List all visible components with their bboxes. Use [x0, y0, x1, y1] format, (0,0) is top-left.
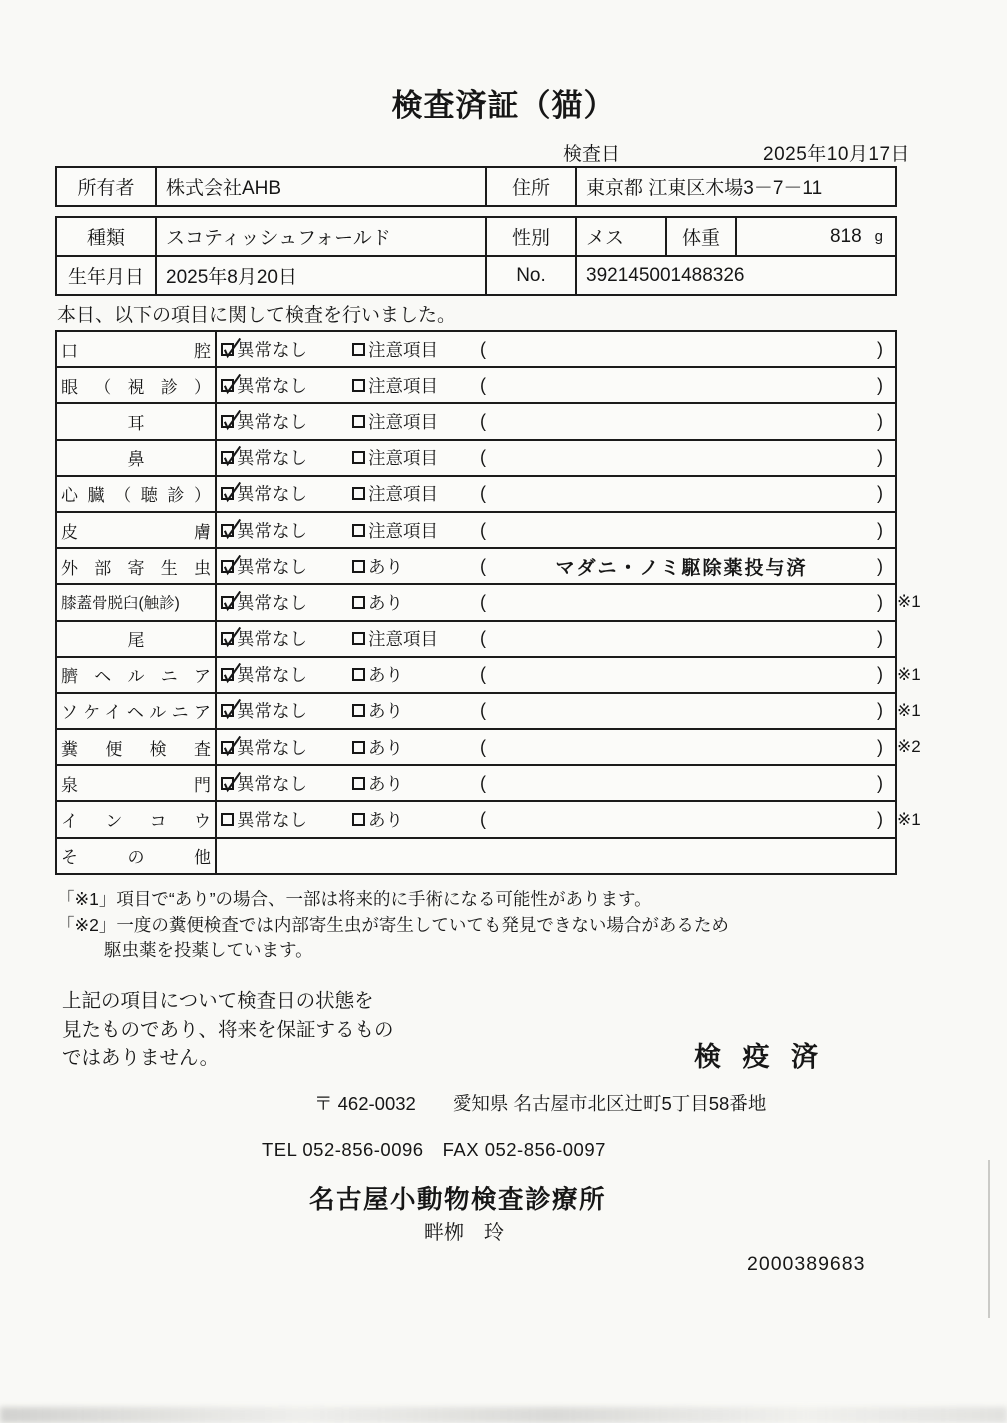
alt-option-label: 注意項目: [368, 375, 438, 396]
checkbox-normal: [221, 379, 234, 392]
paren-open: (: [480, 591, 486, 612]
exam-item-label: 眼（視診）: [57, 368, 217, 402]
checkbox-normal: [221, 632, 234, 645]
exam-row: [57, 656, 921, 692]
exam-row: [57, 439, 895, 475]
paren-close: ): [877, 736, 883, 757]
exam-row: [57, 728, 921, 764]
paren-close: ): [877, 772, 883, 793]
normal-option-label: 異常なし: [237, 592, 307, 613]
alt-option: [352, 554, 480, 579]
normal-option: [217, 373, 352, 398]
paren-close: ): [877, 338, 883, 359]
normal-option-label: 異常なし: [237, 484, 307, 505]
paren-close: ): [877, 809, 883, 830]
inspection-date-value: 2025年10月17日: [763, 144, 911, 165]
checkbox-alt: [352, 813, 365, 826]
exam-row-content: [217, 585, 895, 619]
paren-close: ): [877, 628, 883, 649]
checkbox-normal: [221, 596, 234, 609]
exam-item-label: 膝蓋骨脱臼(触診): [57, 585, 217, 619]
alt-option-label: あり: [368, 701, 403, 722]
checkbox-alt: [352, 668, 365, 681]
footnote-2: 「※2」一度の糞便検査では内部寄生虫が寄生していても発見できない場合があるため: [57, 915, 729, 935]
row-note: ※2: [897, 737, 921, 757]
alt-option: [352, 662, 480, 687]
owner-row: [57, 168, 895, 205]
paren-close: ): [877, 519, 883, 540]
sex-value: メス: [577, 218, 667, 255]
exam-row: [57, 764, 895, 800]
exam-item-label: 口腔: [57, 332, 217, 366]
alt-option: [352, 518, 480, 543]
paren-open: (: [480, 736, 486, 757]
exam-row-content: [217, 658, 895, 692]
exam-row-content: [217, 730, 895, 764]
checkbox-alt: [352, 343, 365, 356]
checkbox-alt: [352, 596, 365, 609]
paren-close: ): [877, 483, 883, 504]
paren-open: (: [480, 447, 486, 468]
checkbox-alt: [352, 415, 365, 428]
checkbox-normal: [221, 451, 234, 464]
exam-row: [57, 475, 895, 511]
exam-row: [57, 332, 895, 366]
normal-option-label: 異常なし: [237, 701, 307, 722]
normal-option-label: 異常なし: [237, 665, 307, 686]
weight-label: 体重: [667, 218, 737, 255]
clinic-tel-fax: TEL 052-856-0096 FAX 052-856-0097: [262, 1139, 606, 1160]
owner-value: 株式会社AHB: [157, 168, 487, 205]
normal-option-label: 異常なし: [237, 556, 307, 577]
paren-open: (: [480, 628, 486, 649]
breed-value: スコティッシュフォールド: [157, 218, 487, 255]
alt-option-label: 注意項目: [368, 520, 438, 541]
exam-row: [57, 366, 895, 402]
exam-row-content: [217, 549, 895, 583]
paren-content: マダニ・ノミ駆除薬投与済: [555, 557, 808, 579]
exam-row-content: [217, 766, 895, 800]
scan-artifact-line: [988, 1160, 990, 1318]
normal-option-label: 異常なし: [237, 810, 307, 831]
paren-open: (: [480, 555, 486, 576]
normal-option-label: 異常なし: [237, 448, 307, 469]
checkbox-normal: [221, 813, 234, 826]
paren-close: ): [877, 374, 883, 395]
checkbox-alt: [352, 451, 365, 464]
alt-option-label: 注意項目: [368, 448, 438, 469]
pet-row-2: [57, 255, 895, 294]
checkbox-alt: [352, 487, 365, 500]
id-number-value: 392145001488326: [586, 264, 745, 286]
alt-option: [352, 771, 480, 796]
clinic-address: 〒 462-0032 愛知県 名古屋市北区辻町5丁目58番地: [314, 1093, 767, 1114]
normal-option: [217, 807, 352, 832]
owner-table: [55, 166, 897, 207]
disclaimer-line-3: ではありません。: [62, 1047, 220, 1069]
weight-unit: g: [874, 228, 883, 245]
scan-artifact-smudge: [0, 1407, 1007, 1423]
pet-row-1: [57, 218, 895, 255]
paren-open: (: [480, 338, 486, 359]
exam-item-label: 糞便検査: [57, 730, 217, 764]
exam-row: [57, 800, 921, 836]
normal-option: [217, 771, 352, 796]
disclaimer-line-1: 上記の項目について検査日の状態を: [62, 990, 374, 1012]
exam-row-content: [217, 477, 895, 511]
normal-option: [217, 698, 352, 723]
normal-option-label: 異常なし: [237, 773, 307, 794]
exam-row: [57, 511, 895, 547]
serial-number: 2000389683: [747, 1253, 866, 1275]
checkbox-normal: [221, 343, 234, 356]
checkbox-normal: [221, 415, 234, 428]
paren-open: (: [480, 700, 486, 721]
alt-option: [352, 481, 480, 506]
exam-table: [55, 330, 921, 875]
exam-item-label: 皮膚: [57, 513, 217, 547]
normal-option: [217, 626, 352, 651]
exam-row-content: [217, 694, 895, 728]
paren-open: (: [480, 410, 486, 431]
exam-row: [57, 402, 895, 438]
alt-option-label: あり: [368, 737, 403, 758]
alt-option-label: 注意項目: [368, 339, 438, 360]
paren-open: (: [480, 374, 486, 395]
checkbox-alt: [352, 741, 365, 754]
exam-item-label: インコウ: [57, 802, 217, 836]
normal-option: [217, 337, 352, 362]
paren-open: (: [480, 483, 486, 504]
disclaimer: [62, 987, 394, 1073]
checkbox-normal: [221, 741, 234, 754]
normal-option: [217, 554, 352, 579]
exam-item-label: 耳: [57, 404, 217, 438]
alt-option: [352, 409, 480, 434]
checkbox-normal: [221, 668, 234, 681]
exam-row: [57, 837, 895, 873]
paren-close: ): [877, 591, 883, 612]
sex-label: 性別: [487, 218, 577, 255]
exam-row: [57, 583, 921, 619]
alt-option: [352, 337, 480, 362]
intro-statement: 本日、以下の項目に関して検査を行いました。: [57, 305, 457, 326]
row-note: ※1: [897, 592, 921, 612]
quarantine-passed-stamp: 検 疫 済: [694, 1042, 826, 1072]
normal-option-label: 異常なし: [237, 737, 307, 758]
alt-option-label: 注意項目: [368, 411, 438, 432]
normal-option-label: 異常なし: [237, 411, 307, 432]
exam-item-label: 外部寄生虫: [57, 549, 217, 583]
exam-row-content: [217, 368, 895, 402]
checkbox-normal: [221, 524, 234, 537]
checkbox-alt: [352, 777, 365, 790]
checkbox-normal: [221, 487, 234, 500]
normal-option: [217, 445, 352, 470]
alt-option-label: あり: [368, 773, 403, 794]
row-note: ※1: [897, 809, 921, 829]
normal-option-label: 異常なし: [237, 339, 307, 360]
normal-option: [217, 409, 352, 434]
alt-option-label: 注意項目: [368, 484, 438, 505]
alt-option: [352, 698, 480, 723]
alt-option: [352, 735, 480, 760]
exam-row: [57, 547, 895, 583]
paren-close: ): [877, 555, 883, 576]
inspection-date-label: 検査日: [563, 144, 621, 165]
veterinarian-name: 畔栁 玲: [424, 1222, 504, 1244]
exam-row: [57, 620, 895, 656]
paren-open: (: [480, 772, 486, 793]
footnote-1: 「※1」項目で“あり”の場合、一部は将来的に手術になる可能性があります。: [57, 889, 652, 909]
exam-item-label: ソケイヘルニア: [57, 694, 217, 728]
owner-label: 所有者: [57, 168, 157, 205]
alt-option: [352, 590, 480, 615]
row-note: ※1: [897, 700, 921, 720]
birthdate-label: 生年月日: [57, 257, 157, 294]
exam-row: [57, 692, 921, 728]
exam-item-label: 泉門: [57, 766, 217, 800]
alt-option: [352, 373, 480, 398]
alt-option-label: 注意項目: [368, 629, 438, 650]
exam-item-label: 臍ヘルニア: [57, 658, 217, 692]
normal-option-label: 異常なし: [237, 375, 307, 396]
normal-option: [217, 518, 352, 543]
checkbox-alt: [352, 632, 365, 645]
normal-option: [217, 590, 352, 615]
address-value: 東京都 江東区木場3－7－11: [586, 178, 823, 199]
checkbox-normal: [221, 704, 234, 717]
exam-item-label: 尾: [57, 622, 217, 656]
paren-close: ): [877, 664, 883, 685]
paren-open: (: [480, 809, 486, 830]
pet-table: [55, 216, 897, 296]
normal-option-label: 異常なし: [237, 520, 307, 541]
exam-item-label: 鼻: [57, 441, 217, 475]
exam-row-content: [217, 404, 895, 438]
disclaimer-line-2: 見たものであり、将来を保証するもの: [62, 1018, 394, 1041]
exam-row-content: [217, 802, 895, 836]
exam-row-content: [217, 332, 895, 366]
row-note: ※1: [897, 664, 921, 684]
exam-item-label: その他: [57, 839, 217, 873]
paren-close: ): [877, 410, 883, 431]
alt-option: [352, 626, 480, 651]
normal-option: [217, 481, 352, 506]
weight-value-cell: [737, 218, 895, 255]
clinic-name: 名古屋小動物検査診療所: [309, 1186, 607, 1214]
weight-value: 818: [829, 225, 862, 247]
exam-row-content: [217, 839, 895, 873]
alt-option-label: あり: [368, 592, 403, 613]
exam-row-content: [217, 622, 895, 656]
checkbox-alt: [352, 379, 365, 392]
paren-close: ): [877, 447, 883, 468]
alt-option-label: あり: [368, 556, 403, 577]
exam-item-label: 心臓（聴診）: [57, 477, 217, 511]
paren-close: ): [877, 700, 883, 721]
normal-option: [217, 662, 352, 687]
alt-option-label: あり: [368, 810, 403, 831]
exam-row-content: [217, 513, 895, 547]
alt-option-label: あり: [368, 665, 403, 686]
alt-option: [352, 445, 480, 470]
address-label: 住所: [487, 168, 577, 205]
paren-open: (: [480, 519, 486, 540]
alt-option: [352, 807, 480, 832]
normal-option-label: 異常なし: [237, 629, 307, 650]
normal-option: [217, 735, 352, 760]
paren-open: (: [480, 664, 486, 685]
checkbox-alt: [352, 524, 365, 537]
checkbox-normal: [221, 777, 234, 790]
id-number-label: No.: [487, 257, 577, 294]
document-title: 検査済証（猫）: [391, 88, 616, 123]
breed-label: 種類: [57, 218, 157, 255]
checkbox-alt: [352, 704, 365, 717]
checkbox-normal: [221, 560, 234, 573]
exam-row-content: [217, 441, 895, 475]
checkbox-alt: [352, 560, 365, 573]
footnote-2-cont: 駆虫薬を投薬しています。: [104, 940, 313, 960]
birthdate-value: 2025年8月20日: [157, 257, 487, 294]
